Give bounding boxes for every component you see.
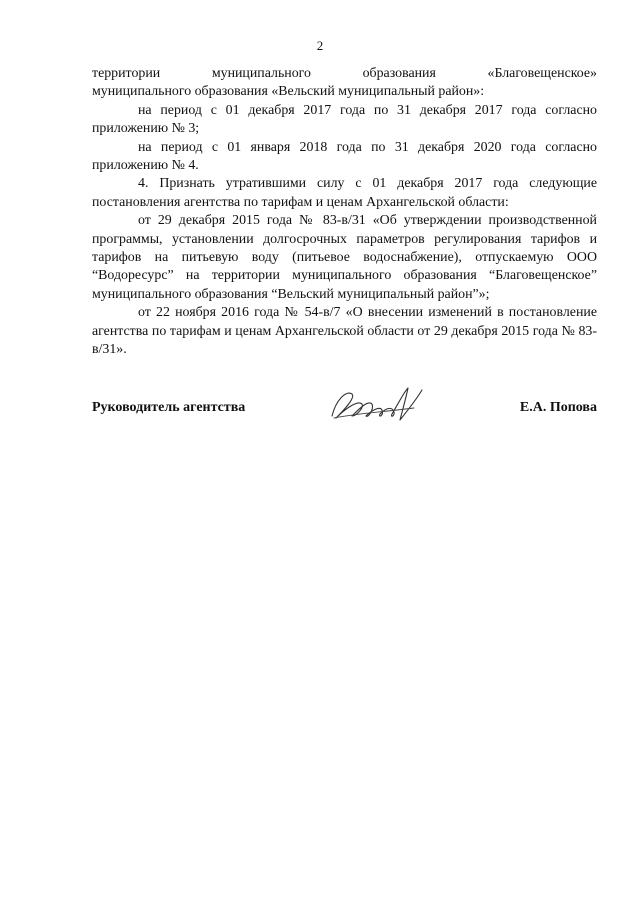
paragraph-item-4: 4. Признать утратившими силу с 01 декабря 2017 года следующие постановления агентства по тарифам и ценам Архангельской области:: [92, 176, 597, 210]
signatory-name: Е.А. Попова: [519, 400, 597, 415]
signatory-title: Руководитель агентства: [92, 400, 246, 415]
paragraph-period-2018-2020: на период с 01 января 2018 года по 31 декабря 2020 года согласно приложению № 4.: [92, 139, 597, 174]
paragraph-territory-line: территории муниципального образования «Благовещенское»: [92, 66, 597, 81]
page-number: 2: [316, 38, 324, 53]
signature-block: [92, 378, 597, 438]
paragraph-period-2017: на период с 01 декабря 2017 года по 31 декабря 2017 года согласно приложению № 3;: [92, 102, 597, 137]
handwritten-signature-icon: [322, 378, 432, 428]
paragraph-resolution-54: от 22 ноября 2016 года № 54-в/7 «О внесении изменений в постановление агентства по тарифам и ценам Архангельской области от 29 декабря 2015 года № 83-в/31».: [92, 305, 597, 358]
paragraph-resolution-83: от 29 декабря 2015 года № 83-в/31 «Об утверждении производственной программы, установлении долгосрочных параметров регулирования тарифов и тарифов на питьевую воду (питьевое водоснабжение), отпускаемую ООО “Водоресурс” на территории муниципального образования “Благовещенское” муниципального образования “Вельский муниципальный район”»;: [92, 213, 597, 302]
document-body: [92, 65, 597, 360]
paragraph-district-line: муниципального образования «Вельский муниципальный район»:: [92, 84, 485, 100]
